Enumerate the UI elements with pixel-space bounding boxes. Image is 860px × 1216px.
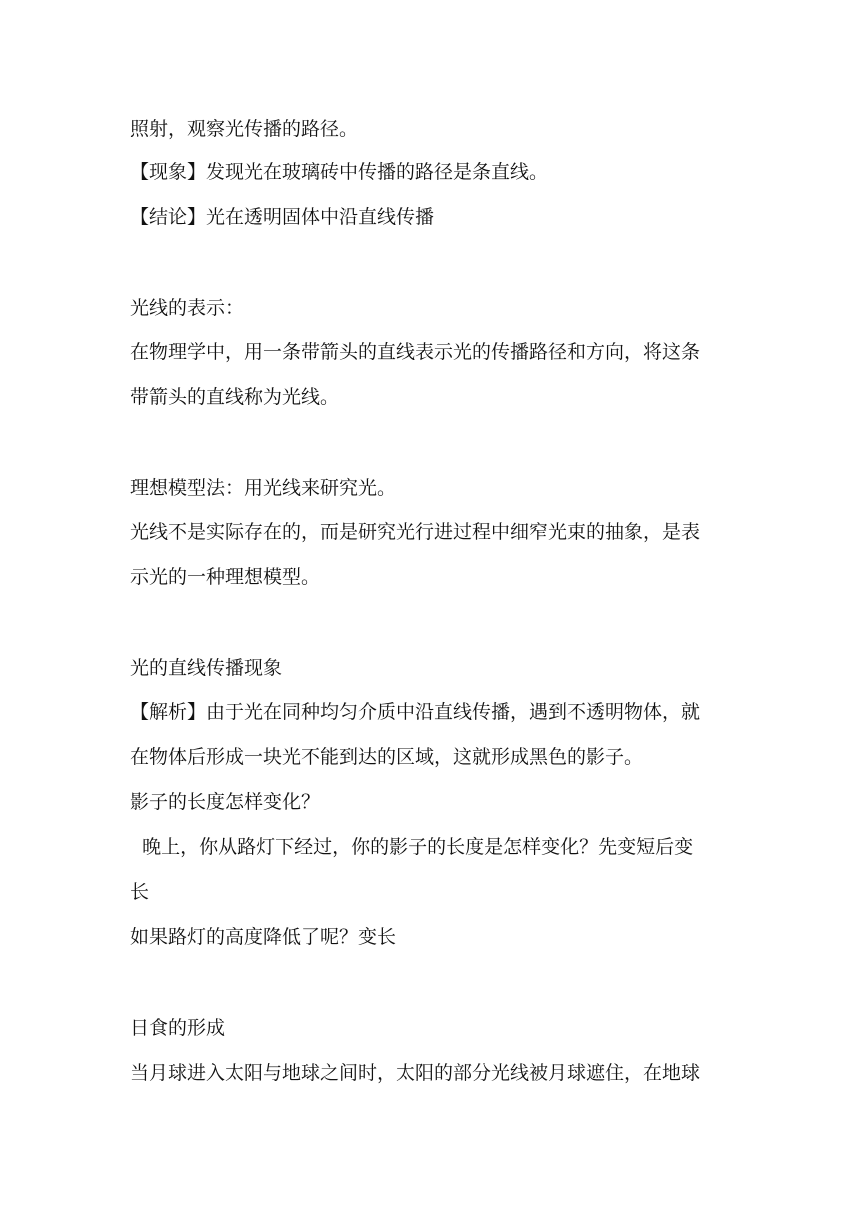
- text-line: 如果路灯的高度降低了呢？变长: [130, 926, 397, 948]
- section-heading: 理想模型法：用光线来研究光。: [130, 477, 397, 499]
- text-line: 影子的长度怎样变化？: [130, 791, 321, 813]
- text-line: 光线不是实际存在的，而是研究光行进过程中细窄光束的抽象，是表: [130, 521, 701, 543]
- text-line: 【结论】光在透明固体中沿直线传播: [130, 206, 435, 228]
- section-heading: 光的直线传播现象: [130, 657, 283, 679]
- text-line: 当月球进入太阳与地球之间时，太阳的部分光线被月球遮住，在地球: [130, 1062, 701, 1084]
- section-heading: 光线的表示：: [130, 297, 245, 319]
- text-line: 【现象】发现光在玻璃砖中传播的路径是条直线。: [130, 161, 549, 183]
- text-line: 长: [130, 881, 150, 903]
- text-line: 晚上，你从路灯下经过，你的影子的长度是怎样变化？先变短后变: [130, 836, 694, 858]
- text-line: 在物体后形成一块光不能到达的区域，这就形成黑色的影子。: [130, 746, 644, 768]
- text-line: 照射，观察光传播的路径。: [130, 118, 359, 140]
- text-line: 在物理学中，用一条带箭头的直线表示光的传播路径和方向，将这条: [130, 341, 701, 363]
- text-line: 【解析】由于光在同种均匀介质中沿直线传播，遇到不透明物体，就: [130, 701, 701, 723]
- section-heading: 日食的形成: [130, 1017, 226, 1039]
- text-line: 示光的一种理想模型。: [130, 566, 321, 588]
- text-line: 带箭头的直线称为光线。: [130, 386, 340, 408]
